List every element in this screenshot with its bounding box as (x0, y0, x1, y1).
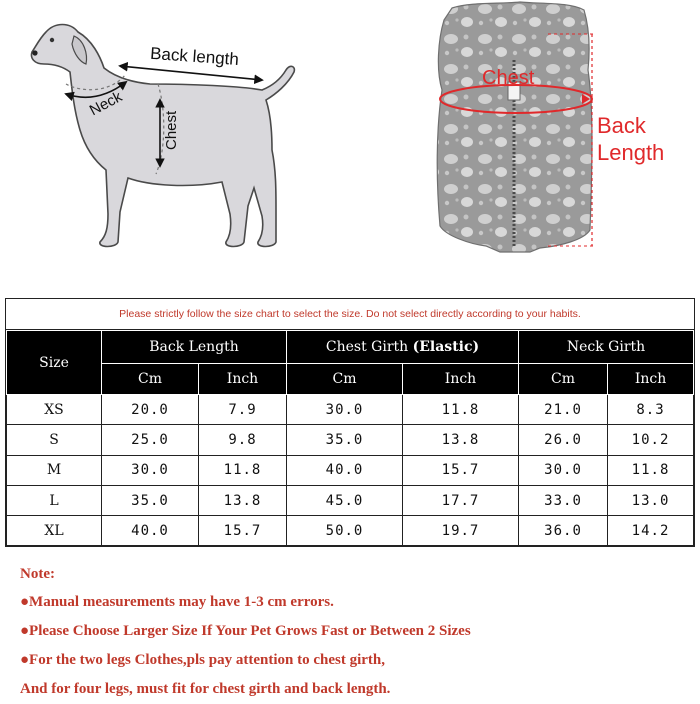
chest-cm-cell: 45.0 (287, 485, 403, 515)
chest-label: Chest (163, 110, 180, 150)
neck-inch-cell: 14.2 (608, 516, 694, 546)
neck-inch-cell: 11.8 (608, 455, 694, 485)
neck-cm-cell: 21.0 (519, 395, 608, 425)
back-cm-cell: 25.0 (102, 425, 199, 455)
table-header-group-row (7, 331, 694, 364)
neck-cm-cell: 30.0 (519, 455, 608, 485)
notes-title: Note: (20, 566, 55, 582)
back-length-header: Back Length (102, 331, 287, 364)
neck-inch-cell: 8.3 (608, 395, 694, 425)
chest-girth-elastic-note: (Elastic) (412, 339, 480, 355)
chest-cm-cell: 40.0 (287, 455, 403, 485)
back-inch-cell: 15.7 (199, 516, 287, 546)
back-inch-header: Inch (199, 364, 287, 395)
back-cm-cell: 35.0 (102, 485, 199, 515)
size-column-header: Size (7, 331, 102, 395)
size-cell: S (7, 425, 102, 455)
size-table (6, 330, 694, 546)
garment-body (437, 2, 592, 252)
garment-chest-label: Chest (482, 67, 535, 89)
table-row (7, 395, 694, 425)
table-row (7, 516, 694, 546)
size-cell: XL (7, 516, 102, 546)
table-header-units-row (7, 364, 694, 395)
measurement-diagram (0, 0, 700, 290)
back-inch-cell: 11.8 (199, 455, 287, 485)
neck-inch-cell: 13.0 (608, 485, 694, 515)
neck-girth-header: Neck Girth (519, 331, 694, 364)
note-item: ●Please Choose Larger Size If Your Pet Grows Fast or Between 2 Sizes (20, 623, 471, 639)
back-cm-cell: 40.0 (102, 516, 199, 546)
neck-inch-cell: 10.2 (608, 425, 694, 455)
chest-cm-cell: 35.0 (287, 425, 403, 455)
chest-inch-cell: 17.7 (403, 485, 519, 515)
chest-cm-header: Cm (287, 364, 403, 395)
back-length-label: Back length (149, 43, 240, 69)
chest-cm-cell: 30.0 (287, 395, 403, 425)
note-item: And for four legs, must fit for chest girth and back length. (20, 681, 391, 697)
chest-inch-cell: 19.7 (403, 516, 519, 546)
chest-inch-cell: 15.7 (403, 455, 519, 485)
size-chart (5, 298, 695, 547)
neck-cm-cell: 26.0 (519, 425, 608, 455)
note-item: ●Manual measurements may have 1-3 cm errors. (20, 594, 334, 610)
neck-label: Neck (86, 88, 125, 120)
chest-inch-cell: 13.8 (403, 425, 519, 455)
size-cell: XS (7, 395, 102, 425)
table-row (7, 425, 694, 455)
size-cell: L (7, 485, 102, 515)
back-cm-cell: 20.0 (102, 395, 199, 425)
size-chart-notice: Please strictly follow the size chart to select the size. Do not select directly according to your habits. (6, 299, 694, 330)
table-row (7, 455, 694, 485)
table-row (7, 485, 694, 515)
measurement-figures (0, 0, 700, 290)
note-item: ●For the two legs Clothes,pls pay attention to chest girth, (20, 652, 386, 668)
garment-back-label: Back (597, 113, 646, 138)
back-inch-cell: 13.8 (199, 485, 287, 515)
neck-cm-cell: 33.0 (519, 485, 608, 515)
notes-section (20, 560, 690, 704)
size-cell: M (7, 455, 102, 485)
chest-girth-header-text: Chest Girth (325, 339, 409, 355)
back-cm-cell: 30.0 (102, 455, 199, 485)
back-inch-cell: 7.9 (199, 395, 287, 425)
garment-illustration (437, 2, 664, 252)
chest-inch-header: Inch (403, 364, 519, 395)
dog-illustration (32, 25, 295, 247)
neck-inch-header: Inch (608, 364, 694, 395)
back-cm-header: Cm (102, 364, 199, 395)
chest-cm-cell: 50.0 (287, 516, 403, 546)
garment-length-label: Length (597, 140, 665, 165)
neck-cm-cell: 36.0 (519, 516, 608, 546)
neck-cm-header: Cm (519, 364, 608, 395)
back-length-arrow (120, 66, 262, 80)
chest-inch-cell: 11.8 (403, 395, 519, 425)
back-inch-cell: 9.8 (199, 425, 287, 455)
chest-girth-header (287, 331, 519, 364)
